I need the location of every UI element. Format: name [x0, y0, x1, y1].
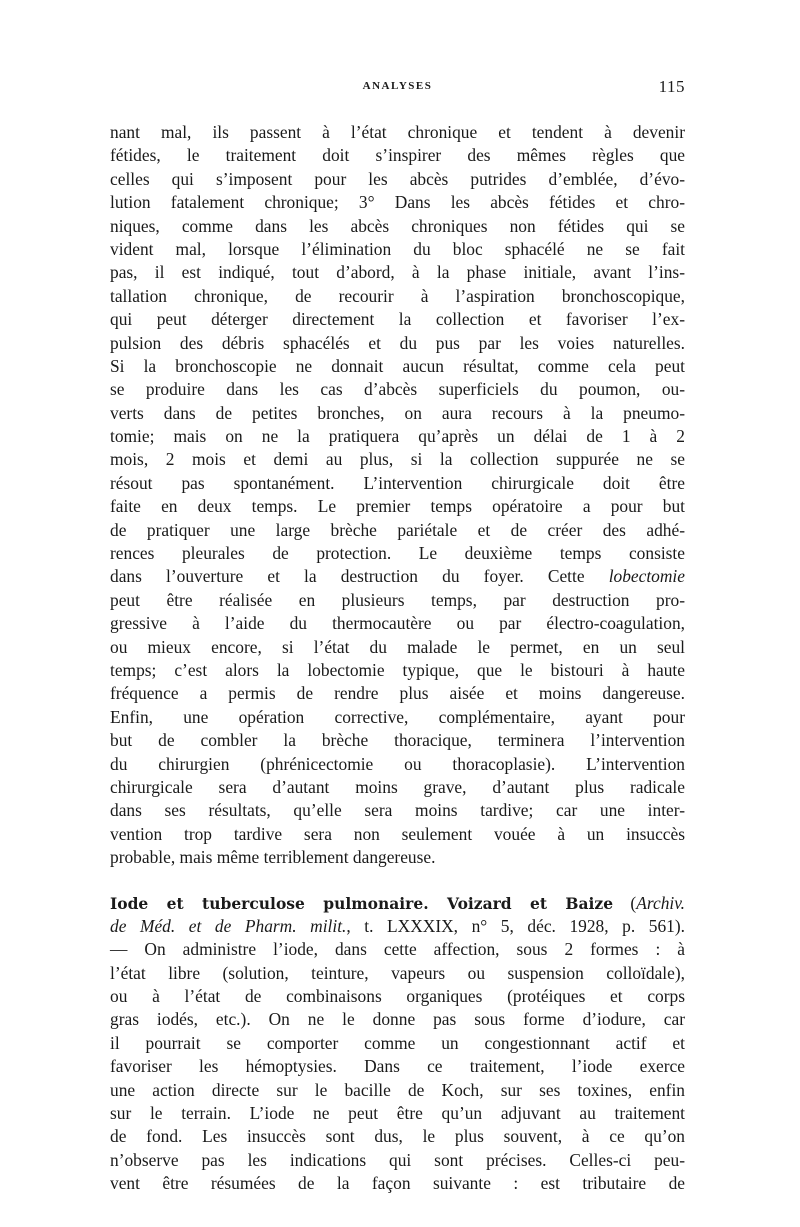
citation-journal-cont: de Méd. et de Pharm. milit. — [110, 915, 347, 936]
text-line: Si la bronchoscopie ne donnait aucun résultat, comme cela peut — [110, 355, 685, 376]
text-line-with-italic — [110, 565, 685, 588]
running-head — [110, 77, 685, 100]
citation-line — [110, 915, 685, 938]
text-line: résout pas spontanément. L’intervention chirurgicale doit être — [110, 472, 685, 493]
text-line: chirurgicale sera d’autant moins grave, d’autant plus radicale — [110, 776, 685, 797]
text-segment: dans l’ouverture et la destruction du foyer. Cette — [110, 566, 585, 587]
text-line: vident mal, lorsque l’élimination du bloc sphacélé ne se fait — [110, 238, 685, 259]
paragraph-abces — [110, 121, 685, 870]
text-line: se produire dans les cas d’abcès superficiels du poumon, ou- — [110, 379, 685, 400]
text-line: but de combler la brèche thoracique, terminera l’intervention — [110, 730, 685, 751]
text-line: du chirurgien (phrénicectomie ou thoracoplasie). L’intervention — [110, 753, 685, 774]
text-line: temps; c’est alors la lobectomie typique, que le bistouri à haute — [110, 659, 685, 680]
italic-term: lobectomie — [608, 566, 685, 587]
text-line: de pratiquer une large brèche pariétale et de créer des adhé- — [110, 519, 685, 540]
citation-details: , t. LXXXIX, n° 5, déc. 1928, p. 561). — [346, 915, 685, 936]
body-text — [110, 121, 685, 1196]
text-line: celles qui s’imposent pour les abcès putrides d’emblée, d’évo- — [110, 168, 685, 189]
text-line: lution fatalement chronique; 3° Dans les abcès fétides et chro- — [110, 192, 685, 213]
article-heading-line — [110, 892, 685, 915]
text-line: mois, 2 mois et demi au plus, si la collection suppurée ne se — [110, 449, 685, 470]
text-line: sur le terrain. L’iode ne peut être qu’un adjuvant au traitement — [110, 1103, 685, 1124]
text-line: pulsion des débris sphacélés et du pus par les voies naturelles. — [110, 332, 685, 353]
text-line: de fond. Les insuccès sont dus, le plus souvent, à ce qu’on — [110, 1126, 685, 1147]
citation-open: ( — [613, 892, 637, 913]
text-line: ou mieux encore, si l’état du malade le permet, en un seul — [110, 636, 685, 657]
paragraph-gap — [110, 870, 685, 892]
text-line: ou à l’état de combinaisons organiques (protéiques et corps — [110, 986, 685, 1007]
text-line: tallation chronique, de recourir à l’aspiration bronchoscopique, — [110, 285, 685, 306]
text-line: fréquence a permis de rendre plus aisée et moins dangereuse. — [110, 683, 685, 704]
text-line: fétides, le traitement doit s’inspirer des mêmes règles que — [110, 145, 685, 166]
text-line: rences pleurales de protection. Le deuxième temps consiste — [110, 543, 685, 564]
text-line: l’état libre (solution, teinture, vapeurs ou suspension colloïdale), — [110, 962, 685, 983]
text-line: faite en deux temps. Le premier temps opératoire a pour but — [110, 496, 685, 517]
text-line: verts dans de petites bronches, on aura recours à la pneumo- — [110, 402, 685, 423]
text-line: vent être résumées de la façon suivante : est tributaire de — [110, 1173, 685, 1194]
text-line: pas, il est indiqué, tout d’abord, à la phase initiale, avant l’ins- — [110, 262, 685, 283]
text-line: Enfin, une opération corrective, complémentaire, ayant pour — [110, 706, 685, 727]
text-line: gras iodés, etc.). On ne le donne pas sous forme d’iodure, car — [110, 1009, 685, 1030]
text-line: gressive à l’aide du thermocautère ou par électro-coagulation, — [110, 613, 685, 634]
paragraph-iode — [110, 892, 685, 1196]
citation-journal: Archiv. — [636, 892, 686, 913]
article-title: Iode et tuberculose pulmonaire. Voizard et Baize — [110, 893, 614, 913]
text-line: probable, mais même terriblement dangereuse. — [110, 847, 436, 868]
running-title: ANALYSES — [362, 80, 433, 92]
text-line: vention trop tardive sera non seulement vouée à un insuccès — [110, 823, 685, 844]
text-line: dans ses résultats, qu’elle sera moins tardive; car une inter- — [110, 800, 685, 821]
text-line: peut être réalisée en plusieurs temps, par destruction pro- — [110, 589, 685, 610]
text-line: tomie; mais on ne la pratiquera qu’après un délai de 1 à 2 — [110, 426, 685, 447]
text-line: nant mal, ils passent à l’état chronique et tendent à devenir — [110, 122, 685, 142]
page-number: 115 — [658, 77, 685, 96]
text-line: — On administre l’iode, dans cette affection, sous 2 formes : à — [110, 939, 685, 960]
text-line: n’observe pas les indications qui sont précises. Celles-ci peu- — [110, 1149, 685, 1170]
text-line: favoriser les hémoptysies. Dans ce traitement, l’iode exerce — [110, 1056, 685, 1077]
text-line: qui peut déterger directement la collection et favoriser l’ex- — [110, 309, 685, 330]
text-line: il pourrait se comporter comme un congestionnant actif et — [110, 1032, 685, 1053]
text-line: une action directe sur le bacille de Koch, sur ses toxines, enfin — [110, 1079, 685, 1100]
text-line: niques, comme dans les abcès chroniques non fétides qui se — [110, 215, 685, 236]
